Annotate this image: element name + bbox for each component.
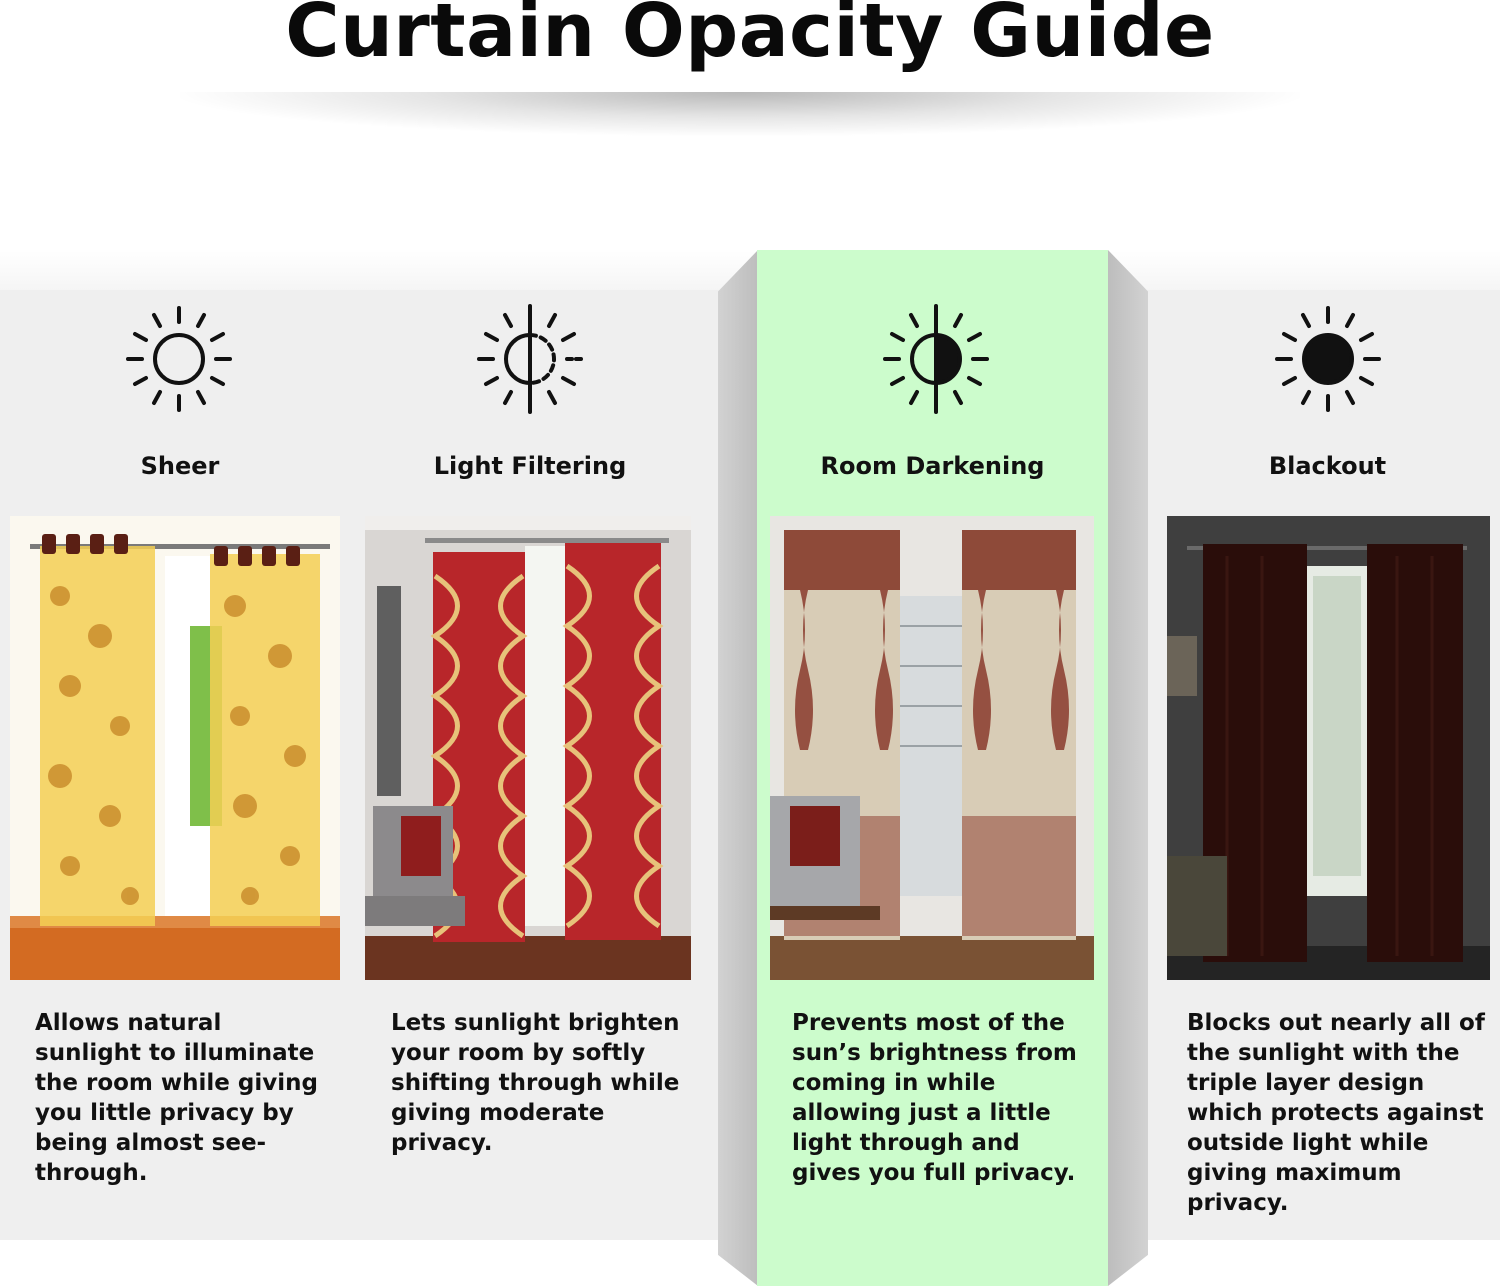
label-blackout: Blackout xyxy=(1268,452,1387,480)
highlight-bevel-right xyxy=(1108,250,1148,1286)
room-darkening-curtain-photo xyxy=(770,516,1094,980)
description-sheer: Allows natural sunlight to illuminate the room while giving you little privacy by being almost see-through. xyxy=(35,1010,318,1186)
sheer-curtain-photo xyxy=(10,516,340,980)
page-title: Curtain Opacity Guide xyxy=(285,0,1215,74)
description-room-darkening: Prevents most of the sun’s brightness from coming in while allowing just a little light through and gives you full privacy. xyxy=(792,1010,1077,1186)
description-light-filtering: Lets sunlight brighten your room by softly shifting through while giving moderate privacy. xyxy=(391,1010,680,1156)
title-shadow xyxy=(180,92,1300,136)
sun-half-filled-icon xyxy=(881,304,991,414)
sun-half-dashed-icon xyxy=(475,304,585,414)
label-room-darkening: Room Darkening xyxy=(820,452,1045,480)
sun-filled-icon xyxy=(1273,304,1383,414)
sun-outline-icon xyxy=(124,304,234,414)
highlight-bevel-left xyxy=(718,250,758,1286)
label-light-filtering: Light Filtering xyxy=(433,452,627,480)
description-blackout: Blocks out nearly all of the sunlight with the triple layer design which protects against outside light while giving maximum privacy. xyxy=(1187,1010,1485,1216)
label-sheer: Sheer xyxy=(140,452,220,480)
blackout-curtain-photo xyxy=(1167,516,1490,980)
light-filtering-curtain-photo xyxy=(365,516,691,980)
